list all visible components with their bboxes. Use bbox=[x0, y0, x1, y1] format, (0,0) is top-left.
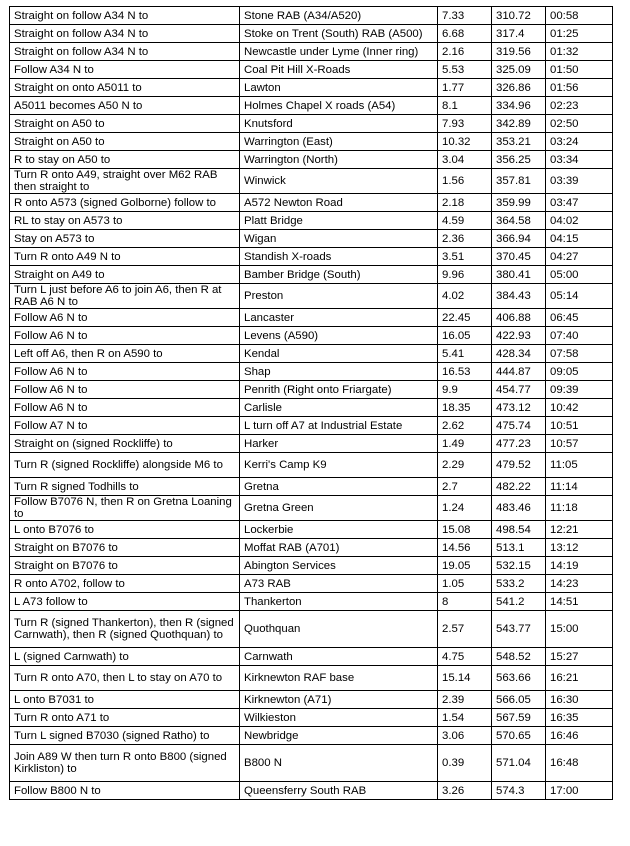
destination-cell: Coal Pit Hill X-Roads bbox=[240, 61, 438, 79]
cumulative-distance-cell: 454.77 bbox=[492, 381, 546, 399]
instruction-cell: Follow A6 N to bbox=[10, 327, 240, 345]
time-cell: 04:27 bbox=[546, 248, 613, 266]
table-row bbox=[10, 745, 613, 782]
table-row bbox=[10, 7, 613, 25]
destination-cell: A572 Newton Road bbox=[240, 194, 438, 212]
table-row bbox=[10, 782, 613, 800]
destination-cell: Stoke on Trent (South) RAB (A500) bbox=[240, 25, 438, 43]
instruction-cell: L onto B7031 to bbox=[10, 691, 240, 709]
table-row bbox=[10, 435, 613, 453]
distance-cell: 1.49 bbox=[438, 435, 492, 453]
instruction-cell: Stay on A573 to bbox=[10, 230, 240, 248]
time-cell: 13:12 bbox=[546, 539, 613, 557]
instruction-cell: Follow A6 N to bbox=[10, 363, 240, 381]
cumulative-distance-cell: 483.46 bbox=[492, 496, 546, 521]
instruction-cell: Turn R onto A49, straight over M62 RAB then straight to bbox=[10, 169, 240, 194]
distance-cell: 22.45 bbox=[438, 309, 492, 327]
destination-cell: Lockerbie bbox=[240, 521, 438, 539]
instruction-cell: R onto A573 (signed Golborne) follow to bbox=[10, 194, 240, 212]
cumulative-distance-cell: 359.99 bbox=[492, 194, 546, 212]
instruction-cell: Follow A6 N to bbox=[10, 309, 240, 327]
distance-cell: 18.35 bbox=[438, 399, 492, 417]
distance-cell: 8 bbox=[438, 593, 492, 611]
cumulative-distance-cell: 543.77 bbox=[492, 611, 546, 648]
cumulative-distance-cell: 566.05 bbox=[492, 691, 546, 709]
time-cell: 01:25 bbox=[546, 25, 613, 43]
table-row bbox=[10, 593, 613, 611]
destination-cell: Abington Services bbox=[240, 557, 438, 575]
instruction-cell: Join A89 W then turn R onto B800 (signed Kirkliston) to bbox=[10, 745, 240, 782]
time-cell: 10:57 bbox=[546, 435, 613, 453]
destination-cell: Preston bbox=[240, 284, 438, 309]
distance-cell: 7.93 bbox=[438, 115, 492, 133]
cumulative-distance-cell: 342.89 bbox=[492, 115, 546, 133]
time-cell: 12:21 bbox=[546, 521, 613, 539]
table-row bbox=[10, 115, 613, 133]
destination-cell: Knutsford bbox=[240, 115, 438, 133]
instruction-cell: Turn R (signed Thankerton), then R (signed Carnwath), then R (signed Quothquan) to bbox=[10, 611, 240, 648]
time-cell: 11:05 bbox=[546, 453, 613, 478]
cumulative-distance-cell: 384.43 bbox=[492, 284, 546, 309]
instruction-cell: Follow A34 N to bbox=[10, 61, 240, 79]
destination-cell: Shap bbox=[240, 363, 438, 381]
time-cell: 14:23 bbox=[546, 575, 613, 593]
time-cell: 05:14 bbox=[546, 284, 613, 309]
time-cell: 03:39 bbox=[546, 169, 613, 194]
distance-cell: 14.56 bbox=[438, 539, 492, 557]
time-cell: 01:32 bbox=[546, 43, 613, 61]
destination-cell: Harker bbox=[240, 435, 438, 453]
cumulative-distance-cell: 310.72 bbox=[492, 7, 546, 25]
distance-cell: 9.96 bbox=[438, 266, 492, 284]
instruction-cell: Turn L signed B7030 (signed Ratho) to bbox=[10, 727, 240, 745]
instruction-cell: R to stay on A50 to bbox=[10, 151, 240, 169]
instruction-cell: Follow B7076 N, then R on Gretna Loaning to bbox=[10, 496, 240, 521]
table-row bbox=[10, 43, 613, 61]
instruction-cell: L A73 follow to bbox=[10, 593, 240, 611]
destination-cell: Platt Bridge bbox=[240, 212, 438, 230]
cumulative-distance-cell: 567.59 bbox=[492, 709, 546, 727]
table-row bbox=[10, 381, 613, 399]
table-row bbox=[10, 345, 613, 363]
destination-cell: Kerri's Camp K9 bbox=[240, 453, 438, 478]
distance-cell: 3.06 bbox=[438, 727, 492, 745]
cumulative-distance-cell: 364.58 bbox=[492, 212, 546, 230]
instruction-cell: Turn R (signed Rockliffe) alongside M6 to bbox=[10, 453, 240, 478]
time-cell: 03:34 bbox=[546, 151, 613, 169]
distance-cell: 7.33 bbox=[438, 7, 492, 25]
destination-cell: Kendal bbox=[240, 345, 438, 363]
instruction-cell: Turn R onto A71 to bbox=[10, 709, 240, 727]
table-row bbox=[10, 539, 613, 557]
distance-cell: 1.05 bbox=[438, 575, 492, 593]
route-table bbox=[9, 6, 613, 800]
distance-cell: 0.39 bbox=[438, 745, 492, 782]
destination-cell: Wilkieston bbox=[240, 709, 438, 727]
destination-cell: B800 N bbox=[240, 745, 438, 782]
cumulative-distance-cell: 356.25 bbox=[492, 151, 546, 169]
instruction-cell: Left off A6, then R on A590 to bbox=[10, 345, 240, 363]
distance-cell: 16.53 bbox=[438, 363, 492, 381]
destination-cell: A73 RAB bbox=[240, 575, 438, 593]
destination-cell: Kirknewton (A71) bbox=[240, 691, 438, 709]
cumulative-distance-cell: 513.1 bbox=[492, 539, 546, 557]
table-row bbox=[10, 611, 613, 648]
destination-cell: Lawton bbox=[240, 79, 438, 97]
destination-cell: Queensferry South RAB bbox=[240, 782, 438, 800]
destination-cell: Newcastle under Lyme (Inner ring) bbox=[240, 43, 438, 61]
destination-cell: Warrington (North) bbox=[240, 151, 438, 169]
table-row bbox=[10, 557, 613, 575]
instruction-cell: Straight on follow A34 N to bbox=[10, 43, 240, 61]
distance-cell: 2.16 bbox=[438, 43, 492, 61]
instruction-cell: Straight on A50 to bbox=[10, 115, 240, 133]
time-cell: 16:48 bbox=[546, 745, 613, 782]
distance-cell: 15.14 bbox=[438, 666, 492, 691]
cumulative-distance-cell: 475.74 bbox=[492, 417, 546, 435]
instruction-cell: L onto B7076 to bbox=[10, 521, 240, 539]
distance-cell: 8.1 bbox=[438, 97, 492, 115]
destination-cell: Kirknewton RAF base bbox=[240, 666, 438, 691]
distance-cell: 16.05 bbox=[438, 327, 492, 345]
table-row bbox=[10, 194, 613, 212]
table-row bbox=[10, 309, 613, 327]
table-row bbox=[10, 327, 613, 345]
time-cell: 14:51 bbox=[546, 593, 613, 611]
table-row bbox=[10, 648, 613, 666]
cumulative-distance-cell: 477.23 bbox=[492, 435, 546, 453]
distance-cell: 3.26 bbox=[438, 782, 492, 800]
cumulative-distance-cell: 380.41 bbox=[492, 266, 546, 284]
table-row bbox=[10, 133, 613, 151]
distance-cell: 9.9 bbox=[438, 381, 492, 399]
cumulative-distance-cell: 473.12 bbox=[492, 399, 546, 417]
table-row bbox=[10, 97, 613, 115]
instruction-cell: Follow B800 N to bbox=[10, 782, 240, 800]
time-cell: 00:58 bbox=[546, 7, 613, 25]
instruction-cell: Straight on A49 to bbox=[10, 266, 240, 284]
cumulative-distance-cell: 428.34 bbox=[492, 345, 546, 363]
instruction-cell: Straight on A50 to bbox=[10, 133, 240, 151]
time-cell: 10:51 bbox=[546, 417, 613, 435]
distance-cell: 2.29 bbox=[438, 453, 492, 478]
distance-cell: 5.41 bbox=[438, 345, 492, 363]
time-cell: 16:21 bbox=[546, 666, 613, 691]
destination-cell: Standish X-roads bbox=[240, 248, 438, 266]
distance-cell: 3.51 bbox=[438, 248, 492, 266]
destination-cell: Gretna bbox=[240, 478, 438, 496]
time-cell: 17:00 bbox=[546, 782, 613, 800]
cumulative-distance-cell: 548.52 bbox=[492, 648, 546, 666]
time-cell: 15:00 bbox=[546, 611, 613, 648]
time-cell: 16:35 bbox=[546, 709, 613, 727]
instruction-cell: Straight on follow A34 N to bbox=[10, 25, 240, 43]
distance-cell: 6.68 bbox=[438, 25, 492, 43]
distance-cell: 10.32 bbox=[438, 133, 492, 151]
cumulative-distance-cell: 357.81 bbox=[492, 169, 546, 194]
distance-cell: 1.77 bbox=[438, 79, 492, 97]
time-cell: 04:02 bbox=[546, 212, 613, 230]
time-cell: 14:19 bbox=[546, 557, 613, 575]
distance-cell: 1.24 bbox=[438, 496, 492, 521]
cumulative-distance-cell: 498.54 bbox=[492, 521, 546, 539]
destination-cell: Warrington (East) bbox=[240, 133, 438, 151]
time-cell: 06:45 bbox=[546, 309, 613, 327]
cumulative-distance-cell: 479.52 bbox=[492, 453, 546, 478]
table-row bbox=[10, 453, 613, 478]
cumulative-distance-cell: 444.87 bbox=[492, 363, 546, 381]
instruction-cell: Straight on B7076 to bbox=[10, 557, 240, 575]
instruction-cell: A5011 becomes A50 N to bbox=[10, 97, 240, 115]
distance-cell: 3.04 bbox=[438, 151, 492, 169]
distance-cell: 5.53 bbox=[438, 61, 492, 79]
destination-cell: Thankerton bbox=[240, 593, 438, 611]
time-cell: 03:24 bbox=[546, 133, 613, 151]
distance-cell: 4.02 bbox=[438, 284, 492, 309]
distance-cell: 2.36 bbox=[438, 230, 492, 248]
cumulative-distance-cell: 353.21 bbox=[492, 133, 546, 151]
table-row bbox=[10, 417, 613, 435]
distance-cell: 2.39 bbox=[438, 691, 492, 709]
distance-cell: 19.05 bbox=[438, 557, 492, 575]
distance-cell: 15.08 bbox=[438, 521, 492, 539]
instruction-cell: Straight on (signed Rockliffe) to bbox=[10, 435, 240, 453]
destination-cell: Newbridge bbox=[240, 727, 438, 745]
distance-cell: 4.59 bbox=[438, 212, 492, 230]
instruction-cell: Turn R onto A49 N to bbox=[10, 248, 240, 266]
cumulative-distance-cell: 533.2 bbox=[492, 575, 546, 593]
distance-cell: 2.62 bbox=[438, 417, 492, 435]
instruction-cell: Turn L just before A6 to join A6, then R at RAB A6 N to bbox=[10, 284, 240, 309]
cumulative-distance-cell: 334.96 bbox=[492, 97, 546, 115]
table-row bbox=[10, 399, 613, 417]
table-row bbox=[10, 727, 613, 745]
destination-cell: Gretna Green bbox=[240, 496, 438, 521]
instruction-cell: Follow A6 N to bbox=[10, 399, 240, 417]
cumulative-distance-cell: 406.88 bbox=[492, 309, 546, 327]
destination-cell: Carlisle bbox=[240, 399, 438, 417]
table-row bbox=[10, 363, 613, 381]
table-row bbox=[10, 691, 613, 709]
cumulative-distance-cell: 319.56 bbox=[492, 43, 546, 61]
table-row bbox=[10, 266, 613, 284]
table-row bbox=[10, 212, 613, 230]
destination-cell: Bamber Bridge (South) bbox=[240, 266, 438, 284]
cumulative-distance-cell: 317.4 bbox=[492, 25, 546, 43]
cumulative-distance-cell: 366.94 bbox=[492, 230, 546, 248]
cumulative-distance-cell: 422.93 bbox=[492, 327, 546, 345]
destination-cell: Quothquan bbox=[240, 611, 438, 648]
table-row bbox=[10, 25, 613, 43]
time-cell: 11:14 bbox=[546, 478, 613, 496]
route-table-body bbox=[10, 7, 613, 800]
instruction-cell: Follow A6 N to bbox=[10, 381, 240, 399]
time-cell: 16:46 bbox=[546, 727, 613, 745]
distance-cell: 4.75 bbox=[438, 648, 492, 666]
destination-cell: Holmes Chapel X roads (A54) bbox=[240, 97, 438, 115]
time-cell: 07:40 bbox=[546, 327, 613, 345]
time-cell: 09:39 bbox=[546, 381, 613, 399]
distance-cell: 1.56 bbox=[438, 169, 492, 194]
time-cell: 11:18 bbox=[546, 496, 613, 521]
destination-cell: Levens (A590) bbox=[240, 327, 438, 345]
table-row bbox=[10, 151, 613, 169]
table-row bbox=[10, 169, 613, 194]
time-cell: 05:00 bbox=[546, 266, 613, 284]
cumulative-distance-cell: 532.15 bbox=[492, 557, 546, 575]
destination-cell: Carnwath bbox=[240, 648, 438, 666]
instruction-cell: R onto A702, follow to bbox=[10, 575, 240, 593]
table-row bbox=[10, 575, 613, 593]
destination-cell: Penrith (Right onto Friargate) bbox=[240, 381, 438, 399]
destination-cell: Wigan bbox=[240, 230, 438, 248]
table-row bbox=[10, 478, 613, 496]
time-cell: 04:15 bbox=[546, 230, 613, 248]
time-cell: 16:30 bbox=[546, 691, 613, 709]
time-cell: 09:05 bbox=[546, 363, 613, 381]
cumulative-distance-cell: 541.2 bbox=[492, 593, 546, 611]
cumulative-distance-cell: 482.22 bbox=[492, 478, 546, 496]
destination-cell: Winwick bbox=[240, 169, 438, 194]
distance-cell: 2.7 bbox=[438, 478, 492, 496]
destination-cell: Moffat RAB (A701) bbox=[240, 539, 438, 557]
table-row bbox=[10, 521, 613, 539]
destination-cell: Lancaster bbox=[240, 309, 438, 327]
distance-cell: 1.54 bbox=[438, 709, 492, 727]
instruction-cell: Straight on B7076 to bbox=[10, 539, 240, 557]
time-cell: 07:58 bbox=[546, 345, 613, 363]
cumulative-distance-cell: 563.66 bbox=[492, 666, 546, 691]
time-cell: 10:42 bbox=[546, 399, 613, 417]
time-cell: 03:47 bbox=[546, 194, 613, 212]
table-row bbox=[10, 248, 613, 266]
destination-cell: L turn off A7 at Industrial Estate bbox=[240, 417, 438, 435]
instruction-cell: Follow A7 N to bbox=[10, 417, 240, 435]
time-cell: 02:50 bbox=[546, 115, 613, 133]
table-row bbox=[10, 709, 613, 727]
time-cell: 01:56 bbox=[546, 79, 613, 97]
distance-cell: 2.57 bbox=[438, 611, 492, 648]
instruction-cell: RL to stay on A573 to bbox=[10, 212, 240, 230]
time-cell: 01:50 bbox=[546, 61, 613, 79]
instruction-cell: Straight on onto A5011 to bbox=[10, 79, 240, 97]
cumulative-distance-cell: 325.09 bbox=[492, 61, 546, 79]
cumulative-distance-cell: 574.3 bbox=[492, 782, 546, 800]
instruction-cell: Turn R signed Todhills to bbox=[10, 478, 240, 496]
cumulative-distance-cell: 326.86 bbox=[492, 79, 546, 97]
cumulative-distance-cell: 570.65 bbox=[492, 727, 546, 745]
table-row bbox=[10, 496, 613, 521]
instruction-cell: Straight on follow A34 N to bbox=[10, 7, 240, 25]
cumulative-distance-cell: 370.45 bbox=[492, 248, 546, 266]
distance-cell: 2.18 bbox=[438, 194, 492, 212]
instruction-cell: Turn R onto A70, then L to stay on A70 to bbox=[10, 666, 240, 691]
table-row bbox=[10, 666, 613, 691]
time-cell: 02:23 bbox=[546, 97, 613, 115]
table-row bbox=[10, 230, 613, 248]
table-row bbox=[10, 61, 613, 79]
destination-cell: Stone RAB (A34/A520) bbox=[240, 7, 438, 25]
table-row bbox=[10, 284, 613, 309]
cumulative-distance-cell: 571.04 bbox=[492, 745, 546, 782]
table-row bbox=[10, 79, 613, 97]
instruction-cell: L (signed Carnwath) to bbox=[10, 648, 240, 666]
time-cell: 15:27 bbox=[546, 648, 613, 666]
